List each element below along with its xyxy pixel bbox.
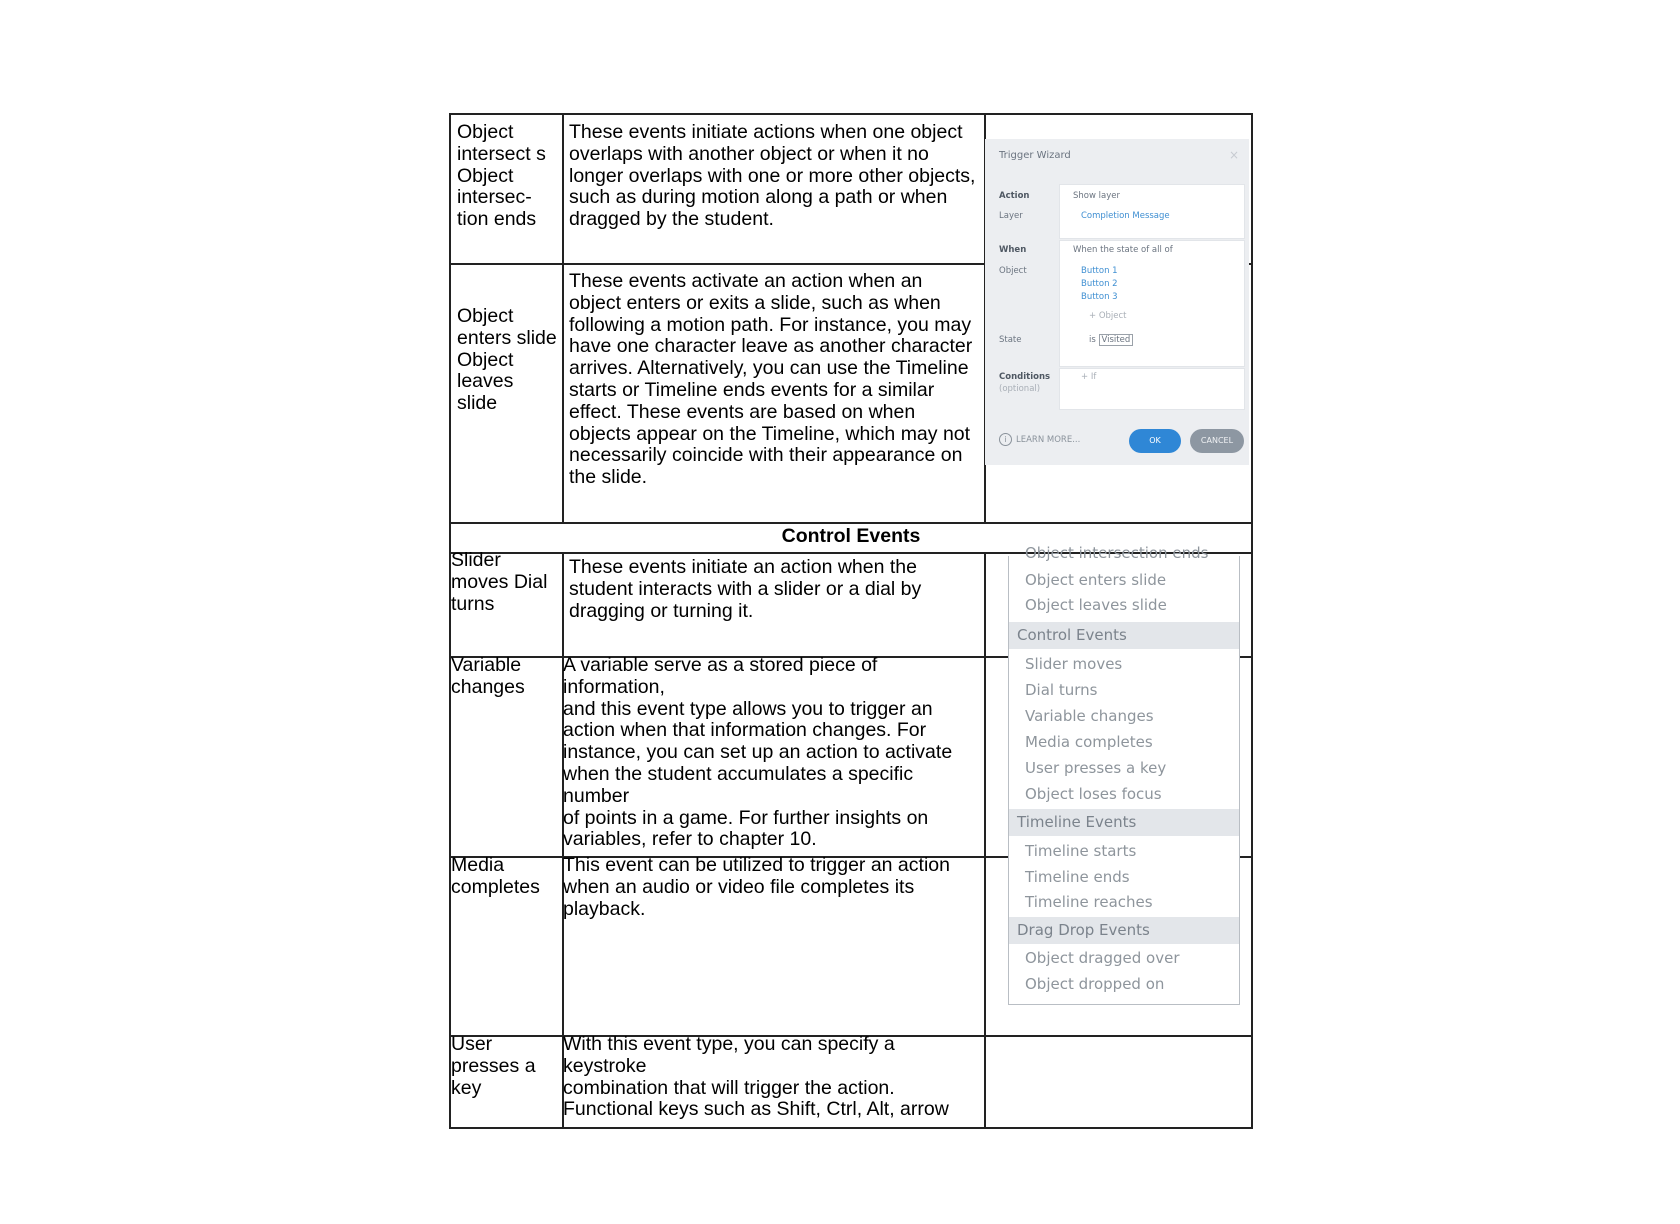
object-item[interactable]: Button 3 — [1081, 292, 1118, 302]
menu-item-slider-moves[interactable]: Slider moves — [1025, 655, 1123, 673]
when-section — [1059, 240, 1245, 367]
event-description: These events initiate actions when one object overlaps with another object or when it no longer overlaps with one or more other objects, such as during motion along a path or when dragged by the student. — [569, 121, 976, 231]
object-item[interactable]: Button 1 — [1081, 266, 1118, 276]
menu-group-timeline-events: Timeline Events — [1009, 809, 1239, 836]
menu-item-variable-changes[interactable]: Variable changes — [1025, 707, 1154, 725]
menu-item-object-dropped-on[interactable]: Object dropped on — [1025, 975, 1165, 993]
column-divider — [562, 115, 564, 522]
menu-item-media-completes[interactable]: Media completes — [1025, 733, 1153, 751]
cancel-button[interactable]: CANCEL — [1190, 429, 1244, 453]
action-label: Action — [999, 191, 1030, 201]
menu-item-object-intersection-ends[interactable]: Object intersection ends — [1025, 544, 1209, 562]
event-label-media-completes: Media completes — [451, 854, 540, 898]
event-label-variable-changes: Variable changes — [451, 654, 525, 698]
trigger-events-menu — [1008, 544, 1240, 1005]
when-label: When — [999, 245, 1027, 255]
trigger-wizard-dialog — [985, 139, 1249, 465]
menu-item-object-enters-slide[interactable]: Object enters slide — [1025, 571, 1167, 589]
event-label-object-enters-slide: Object enters slide Object leaves slide — [457, 305, 557, 415]
action-value[interactable]: Show layer — [1073, 191, 1120, 201]
row-divider — [451, 522, 1251, 524]
menu-group-drag-drop-events: Drag Drop Events — [1009, 917, 1239, 944]
conditions-optional-label: (optional) — [999, 384, 1041, 394]
when-value[interactable]: When the state of all of — [1073, 245, 1173, 255]
column-divider — [984, 552, 986, 1127]
event-label-user-presses-key: User presses a key — [451, 1033, 536, 1099]
state-dropdown[interactable]: Visited — [1099, 334, 1134, 346]
state-value[interactable] — [1089, 335, 1133, 345]
state-prefix: is — [1089, 335, 1096, 345]
event-description: These events initiate an action when the student interacts with a slider or a dial by dragging or turning it. — [569, 556, 922, 622]
state-label: State — [999, 335, 1022, 345]
section-header-control-events: Control Events — [781, 525, 921, 547]
event-label-slider-dial: Slider moves Dial turns — [451, 549, 548, 615]
event-description: A variable serve as a stored piece of information, and this event type allows you to trigger an action when that information changes. For instance, you can set up an action to activate when the student accumulates a specific number of points in a game. For further insights on variables, refer to chapter 10. — [563, 654, 953, 851]
info-icon: i — [999, 433, 1012, 446]
menu-item-timeline-starts[interactable]: Timeline starts — [1025, 842, 1137, 860]
learn-more-link[interactable] — [999, 433, 1080, 446]
event-label-object-intersects: Object intersect s Object intersec- tion ends — [457, 121, 546, 231]
event-description: With this event type, you can specify a keystroke combination that will trigger the action. Functional keys such as Shift, Ctrl, Alt, arrow — [563, 1033, 949, 1121]
object-label: Object — [999, 266, 1027, 276]
menu-item-timeline-reaches[interactable]: Timeline reaches — [1025, 893, 1153, 911]
close-icon[interactable]: × — [1228, 148, 1239, 162]
menu-group-control-events: Control Events — [1009, 622, 1239, 649]
add-object-link[interactable]: + Object — [1089, 311, 1127, 321]
menu-item-dial-turns[interactable]: Dial turns — [1025, 681, 1098, 699]
ok-button[interactable]: OK — [1129, 429, 1181, 453]
event-description: This event can be utilized to trigger an action when an audio or video file completes its playback. — [563, 854, 950, 920]
conditions-label: Conditions — [999, 372, 1051, 382]
layer-label: Layer — [999, 211, 1023, 221]
menu-item-object-loses-focus[interactable]: Object loses focus — [1025, 785, 1162, 803]
menu-item-user-presses-key[interactable]: User presses a key — [1025, 759, 1167, 777]
menu-item-object-leaves-slide[interactable]: Object leaves slide — [1025, 596, 1167, 614]
layer-value[interactable]: Completion Message — [1081, 211, 1170, 221]
dialog-title: Trigger Wizard — [999, 150, 1071, 161]
object-item[interactable]: Button 2 — [1081, 279, 1118, 289]
menu-item-object-dragged-over[interactable]: Object dragged over — [1025, 949, 1180, 967]
learn-more-text: LEARN MORE... — [1016, 435, 1081, 445]
event-description: These events activate an action when an object enters or exits a slide, such as when following a motion path. For instance, you may have one character leave as another character arrives. Alternatively, you can use the Timeline starts or Timeline ends events for a similar effect. These events are based on when objects appear on the Timeline, which may not necessarily coincide with their appearance on the slide. — [569, 270, 973, 489]
add-condition-link[interactable]: + If — [1081, 372, 1097, 382]
menu-item-timeline-ends[interactable]: Timeline ends — [1025, 868, 1130, 886]
